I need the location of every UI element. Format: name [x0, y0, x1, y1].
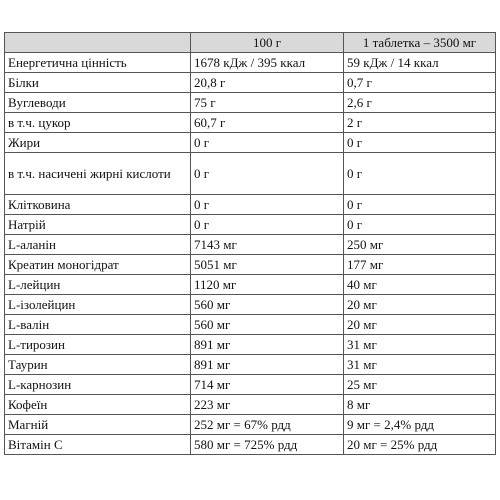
value-per-100g: 5051 мг [191, 255, 344, 275]
value-per-tablet: 250 мг [344, 235, 496, 255]
table-row [5, 195, 496, 215]
table-row [5, 295, 496, 315]
value-per-100g: 714 мг [191, 375, 344, 395]
value-per-100g: 0 г [191, 215, 344, 235]
nutrient-name: в т.ч. насичені жирні кислоти [5, 153, 191, 195]
value-per-tablet: 0 г [344, 215, 496, 235]
table-row [5, 335, 496, 355]
table-row [5, 235, 496, 255]
value-per-tablet: 59 кДж / 14 ккал [344, 53, 496, 73]
nutrient-name: Вітамін С [5, 435, 191, 455]
header-nutrient [5, 33, 191, 53]
value-per-tablet: 0 г [344, 133, 496, 153]
table-row [5, 215, 496, 235]
nutrition-table [4, 32, 496, 455]
nutrient-name: L-ізолейцин [5, 295, 191, 315]
table-row [5, 355, 496, 375]
table-row [5, 275, 496, 295]
table-row [5, 315, 496, 335]
value-per-tablet: 40 мг [344, 275, 496, 295]
nutrient-name: Білки [5, 73, 191, 93]
nutrient-name: Креатин моногідрат [5, 255, 191, 275]
nutrient-name: L-лейцин [5, 275, 191, 295]
value-per-100g: 20,8 г [191, 73, 344, 93]
table-row [5, 93, 496, 113]
nutrient-name: Кофеїн [5, 395, 191, 415]
value-per-tablet: 0,7 г [344, 73, 496, 93]
value-per-100g: 75 г [191, 93, 344, 113]
nutrition-table-header [5, 33, 496, 53]
nutrient-name: Магній [5, 415, 191, 435]
value-per-tablet: 20 мг = 25% рдд [344, 435, 496, 455]
value-per-tablet: 20 мг [344, 295, 496, 315]
nutrient-name: L-карнозин [5, 375, 191, 395]
table-row [5, 53, 496, 73]
value-per-100g: 580 мг = 725% рдд [191, 435, 344, 455]
value-per-100g: 0 г [191, 133, 344, 153]
nutrient-name: L-валін [5, 315, 191, 335]
header-per-100g: 100 г [191, 33, 344, 53]
value-per-100g: 1120 мг [191, 275, 344, 295]
value-per-100g: 0 г [191, 153, 344, 195]
value-per-tablet: 8 мг [344, 395, 496, 415]
table-row [5, 415, 496, 435]
nutrient-name: Клітковина [5, 195, 191, 215]
value-per-tablet: 2 г [344, 113, 496, 133]
table-row [5, 73, 496, 93]
header-row [5, 33, 496, 53]
nutrient-name: Жири [5, 133, 191, 153]
value-per-tablet: 25 мг [344, 375, 496, 395]
table-row [5, 435, 496, 455]
nutrition-table-body [5, 53, 496, 455]
value-per-100g: 223 мг [191, 395, 344, 415]
nutrient-name: Натрій [5, 215, 191, 235]
value-per-tablet: 20 мг [344, 315, 496, 335]
table-row [5, 153, 496, 195]
value-per-100g: 252 мг = 67% рдд [191, 415, 344, 435]
nutrient-name: Енергетична цінність [5, 53, 191, 73]
table-row [5, 375, 496, 395]
value-per-100g: 560 мг [191, 295, 344, 315]
value-per-100g: 60,7 г [191, 113, 344, 133]
value-per-100g: 7143 мг [191, 235, 344, 255]
nutrient-name: в т.ч. цукор [5, 113, 191, 133]
value-per-100g: 1678 кДж / 395 ккал [191, 53, 344, 73]
value-per-tablet: 0 г [344, 153, 496, 195]
value-per-100g: 0 г [191, 195, 344, 215]
value-per-tablet: 177 мг [344, 255, 496, 275]
table-row [5, 395, 496, 415]
nutrient-name: L-тирозин [5, 335, 191, 355]
value-per-tablet: 2,6 г [344, 93, 496, 113]
table-row [5, 133, 496, 153]
value-per-tablet: 9 мг = 2,4% рдд [344, 415, 496, 435]
value-per-tablet: 31 мг [344, 335, 496, 355]
table-row [5, 255, 496, 275]
value-per-100g: 560 мг [191, 315, 344, 335]
nutrient-name: Вуглеводи [5, 93, 191, 113]
value-per-100g: 891 мг [191, 355, 344, 375]
value-per-tablet: 0 г [344, 195, 496, 215]
nutrient-name: L-аланін [5, 235, 191, 255]
value-per-tablet: 31 мг [344, 355, 496, 375]
value-per-100g: 891 мг [191, 335, 344, 355]
nutrient-name: Таурин [5, 355, 191, 375]
table-row [5, 113, 496, 133]
header-per-tablet: 1 таблетка – 3500 мг [344, 33, 496, 53]
